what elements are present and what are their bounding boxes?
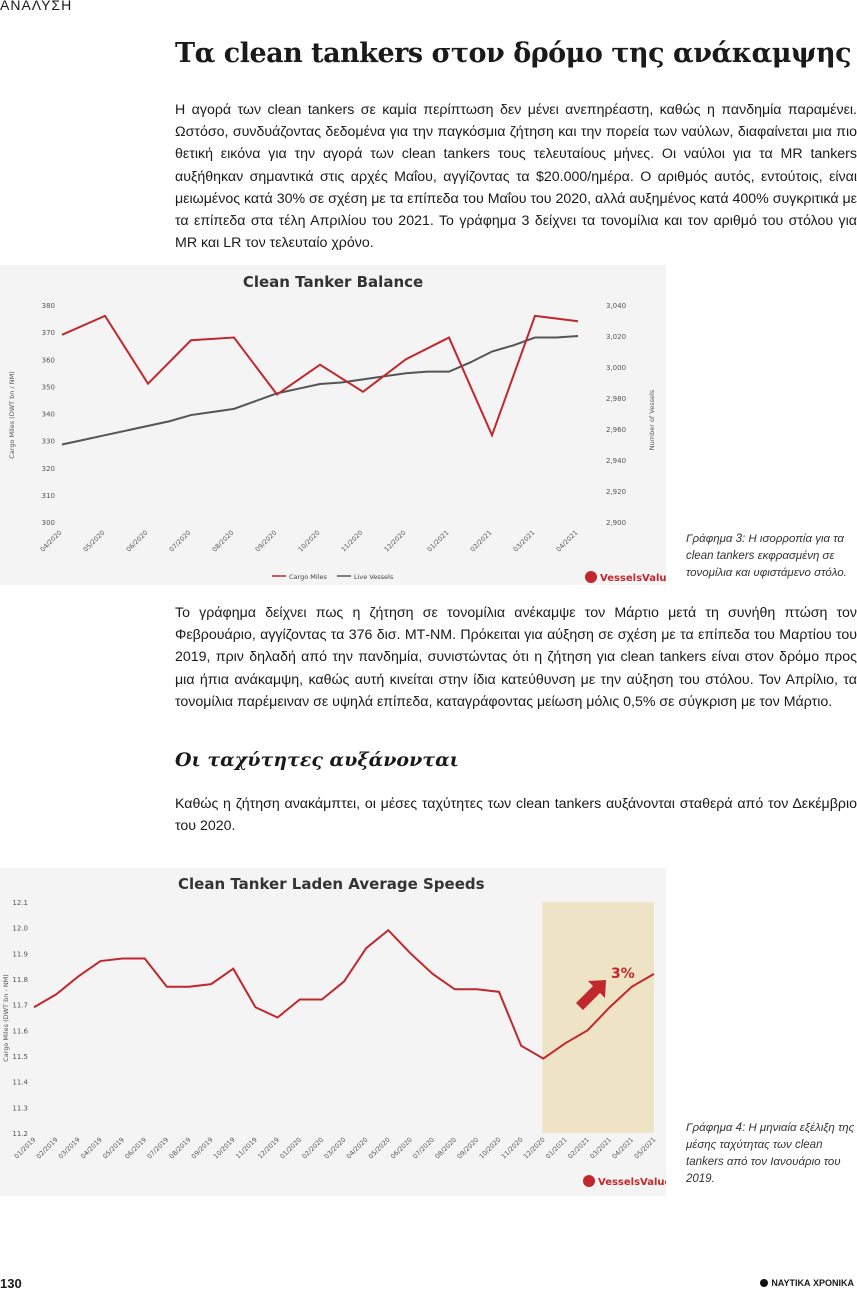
y2-tick-label: 3,040: [606, 302, 627, 310]
y-tick-label: 11.8: [12, 976, 28, 984]
section-label: ΑΝΑΛΥΣΗ: [0, 0, 73, 13]
y2-tick-label: 2,980: [606, 395, 627, 403]
y-tick-label: 340: [41, 410, 55, 419]
chart-title: Clean Tanker Laden Average Speeds: [178, 875, 485, 893]
x-tick-label: 01/2019: [12, 1135, 38, 1161]
y-tick-label: 11.7: [12, 1001, 28, 1010]
chart-3-caption: Γράφημα 3: Η ισορροπία για τα clean tankers εκφρασμένη σε τονομίλια και υφιστάμενο στόλο.: [686, 533, 847, 579]
x-tick-label: 03/2019: [56, 1135, 82, 1161]
x-tick-label: 08/2020: [210, 528, 236, 554]
article-paragraph-1: Η αγορά των clean tankers σε καμία περίπτωση δεν μένει ανεπηρέαστη, καθώς η πανδημία παραμένει. Ωστόσο, συνδυάζοντας δεδομένα για την παγκόσμια ζήτηση και την πορεία των ναύλων, διαφαίνεται μια πιο θετική εικόνα για την αγορά των clean tankers τους τελευταίους μήνες. Οι ναύλοι για τα MR tankers αυξήθηκαν σημαντικά στις αρχές Μαΐου, αγγίζοντας τα $20.000/ημέρα. Ο αριθμός αυτός, εντούτοις, είναι μειωμένος κατά 30% σε σχέση με τα επίπεδα του Μαΐου του 2020, αλλά αυξημένος κατά 400% συγκριτικά με τα επίπεδα στα τέλη Απριλίου του 2021. Το γράφημα 3 δείχνει τα τονομίλια και τον αριθμό του στόλου για MR και LR τον τελευταίο χρόνο.: [175, 102, 857, 252]
y-tick-label: 370: [41, 329, 55, 338]
x-tick-label: 05/2020: [81, 528, 107, 554]
brand-logo-icon: [760, 1279, 768, 1287]
x-tick-label: 12/2020: [521, 1135, 547, 1161]
y-tick-label: 300: [41, 519, 55, 527]
x-tick-label: 11/2020: [499, 1135, 525, 1161]
x-tick-label: 11/2019: [234, 1135, 259, 1161]
highlight-region: [542, 902, 654, 1133]
x-tick-label: 11/2020: [339, 528, 365, 554]
y-tick-label: 380: [41, 302, 55, 310]
x-tick-label: 08/2019: [167, 1135, 193, 1161]
x-tick-label: 06/2020: [124, 528, 150, 554]
article-paragraph-3: Καθώς η ζήτηση ανακάμπτει, οι μέσες ταχύτητες των clean tankers αυξάνονται σταθερά από τον Δεκέμβριο του 2020.: [175, 796, 857, 835]
publication-brand-label: ΝΑΥΤΙΚΑ ΧΡΟΝΙΚΑ: [771, 1278, 854, 1288]
x-tick-label: 05/2021: [632, 1135, 658, 1161]
y-tick-label: 12.0: [12, 924, 28, 933]
x-tick-label: 04/2021: [554, 528, 580, 554]
x-tick-label: 10/2020: [477, 1135, 503, 1161]
x-tick-label: 02/2019: [34, 1135, 60, 1161]
chart-speeds-panel: [0, 868, 666, 1196]
x-tick-label: 07/2019: [145, 1135, 171, 1161]
y-tick-label: 350: [41, 383, 55, 392]
x-tick-label: 10/2020: [296, 528, 322, 554]
x-tick-label: 04/2020: [344, 1135, 370, 1161]
live-vessels-line: [62, 336, 578, 445]
section-subheading: Οι ταχύτητες αυξάνονται: [175, 749, 459, 771]
x-tick-label: 01/2021: [544, 1135, 569, 1161]
y-tick-label: 11.9: [12, 950, 28, 959]
x-tick-label: 02/2020: [300, 1135, 326, 1161]
y2-tick-label: 2,940: [606, 457, 627, 465]
page-number: 130: [0, 1276, 22, 1291]
x-tick-label: 06/2020: [389, 1135, 414, 1161]
x-tick-label: 01/2020: [278, 1135, 304, 1161]
x-tick-label: 12/2019: [256, 1135, 281, 1161]
y-tick-label: 360: [41, 356, 55, 365]
x-tick-label: 08/2020: [433, 1135, 459, 1161]
y-tick-label: 11.2: [12, 1130, 28, 1138]
y-axis-label: Cargo Miles (DWT bn / NM): [8, 371, 16, 459]
publication-brand: [760, 1278, 854, 1288]
y-tick-label: 11.5: [12, 1053, 28, 1061]
y-tick-label: 310: [41, 491, 55, 500]
x-tick-label: 12/2020: [382, 528, 408, 554]
chart-balance-panel: [0, 265, 666, 585]
x-tick-label: 07/2020: [167, 528, 193, 554]
article-title: Τα clean tankers στον δρόμο της ανάκαμψης: [175, 38, 852, 69]
x-tick-label: 02/2021: [566, 1135, 591, 1161]
y2-tick-label: 3,020: [606, 333, 627, 341]
chart-4-caption: Γράφημα 4: Η μηνιαία εξέλιξη της μέσης ταχύτητας των clean tankers από τον Ιανουάριο του 2019.: [686, 1122, 855, 1185]
y-tick-label: 330: [41, 437, 55, 446]
y-tick-label: 320: [41, 464, 55, 473]
annotation-label: 3%: [611, 966, 635, 982]
x-tick-label: 09/2020: [253, 528, 279, 554]
y2-tick-label: 2,920: [606, 488, 627, 496]
y-tick-label: 11.3: [12, 1104, 28, 1113]
y-tick-label: 11.6: [12, 1027, 28, 1036]
x-tick-label: 04/2019: [79, 1135, 104, 1161]
vesselsvalue-logo-icon: [583, 1175, 595, 1187]
y2-axis-label: Number of Vessels: [648, 389, 656, 451]
x-tick-label: 05/2020: [366, 1135, 392, 1161]
y2-tick-label: 2,900: [606, 519, 627, 527]
cargo-miles-line: [62, 316, 578, 435]
vesselsvalue-logo-text: VesselsValue: [600, 573, 666, 584]
y2-tick-label: 3,000: [606, 364, 627, 372]
x-tick-label: 03/2021: [511, 528, 537, 554]
chart-title: Clean Tanker Balance: [242, 273, 424, 291]
y2-tick-label: 2,960: [606, 426, 627, 434]
x-tick-label: 05/2019: [101, 1135, 126, 1161]
x-tick-label: 03/2021: [588, 1135, 614, 1161]
x-tick-label: 02/2021: [468, 528, 494, 554]
article-paragraph-2: Το γράφημα δείχνει πως η ζήτηση σε τονομίλια ανέκαμψε τον Μάρτιο μετά τη συνήθη πτώση τον Φεβρουάριο, αγγίζοντας τα 376 δισ. ΜΤ-ΝΜ. Πρόκειται για αύξηση σε σχέση με τα επίπεδα του Μαρτίου του 2019, πριν δηλαδή από την πανδημία, συνιστώντας ότι η ζήτηση για clean tankers είναι στον δρόμο προς μια ήπια ανάκαμψη, καθώς αυτή κινείται στην ίδια κατεύθυνση με την αύξηση του στόλου. Τον Απρίλιο, τα τονομίλια παρέμειναν σε υψηλά επίπεδα, καταγράφοντας μείωση μόλις 0,5% σε σύγκριση με τον Μάρτιο.: [175, 605, 857, 710]
vesselsvalue-logo-icon: [585, 571, 597, 583]
x-tick-label: 01/2021: [425, 528, 451, 554]
vesselsvalue-logo-text: VesselsValue: [598, 1177, 666, 1188]
x-tick-label: 04/2020: [38, 528, 64, 554]
clean-tanker-speeds-chart: [0, 868, 666, 1196]
y-axis-label: Cargo Miles (DWT bn - NM): [2, 974, 10, 1062]
y-tick-label: 12.1: [12, 899, 28, 907]
x-tick-label: 06/2019: [123, 1135, 149, 1161]
x-tick-label: 09/2019: [189, 1135, 215, 1161]
legend-live-vessels-label: Live Vessels: [354, 573, 394, 581]
x-tick-label: 10/2019: [211, 1135, 237, 1161]
x-tick-label: 09/2020: [455, 1135, 481, 1161]
legend-cargo-miles-label: Cargo Miles: [289, 573, 327, 581]
x-tick-label: 04/2021: [610, 1135, 636, 1161]
x-tick-label: 07/2020: [411, 1135, 436, 1161]
y-tick-label: 11.4: [12, 1078, 28, 1087]
x-tick-label: 03/2020: [322, 1135, 348, 1161]
clean-tanker-balance-chart: [0, 265, 666, 585]
